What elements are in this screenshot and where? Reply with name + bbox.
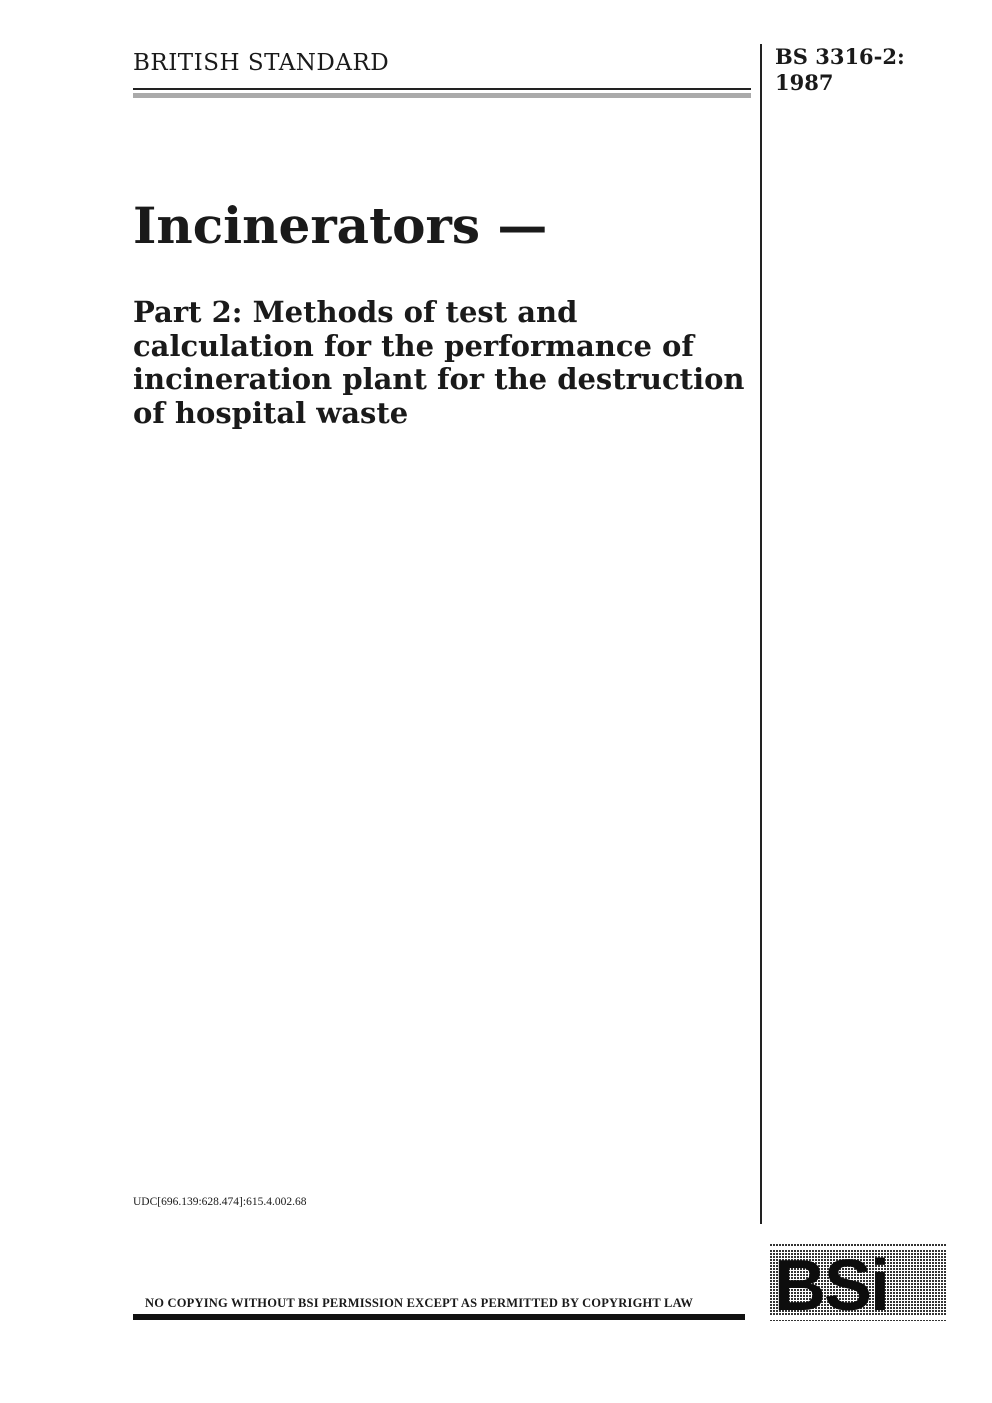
header-rule-thin bbox=[133, 88, 751, 90]
standard-number-year: 1987 bbox=[775, 70, 834, 95]
footer-rule bbox=[133, 1314, 745, 1320]
header-rule-thick bbox=[133, 93, 751, 98]
vertical-divider bbox=[760, 44, 762, 1224]
udc-classification: UDC[696.139:628.474]:615.4.002.68 bbox=[133, 1196, 307, 1208]
standard-number-code: BS 3316-2: bbox=[775, 44, 905, 69]
bsi-logo-icon bbox=[770, 1244, 946, 1322]
document-subtitle: Part 2: Methods of test and calculation for the performance of incineration plant for the destruction of hospital waste bbox=[133, 295, 745, 430]
standard-number bbox=[775, 44, 975, 96]
svg-text:BSi: BSi bbox=[774, 1246, 889, 1322]
copyright-notice: NO COPYING WITHOUT BSI PERMISSION EXCEPT AS PERMITTED BY COPYRIGHT LAW bbox=[145, 1296, 694, 1310]
series-label: BRITISH STANDARD bbox=[133, 50, 390, 76]
document-title: Incinerators — bbox=[133, 196, 548, 255]
